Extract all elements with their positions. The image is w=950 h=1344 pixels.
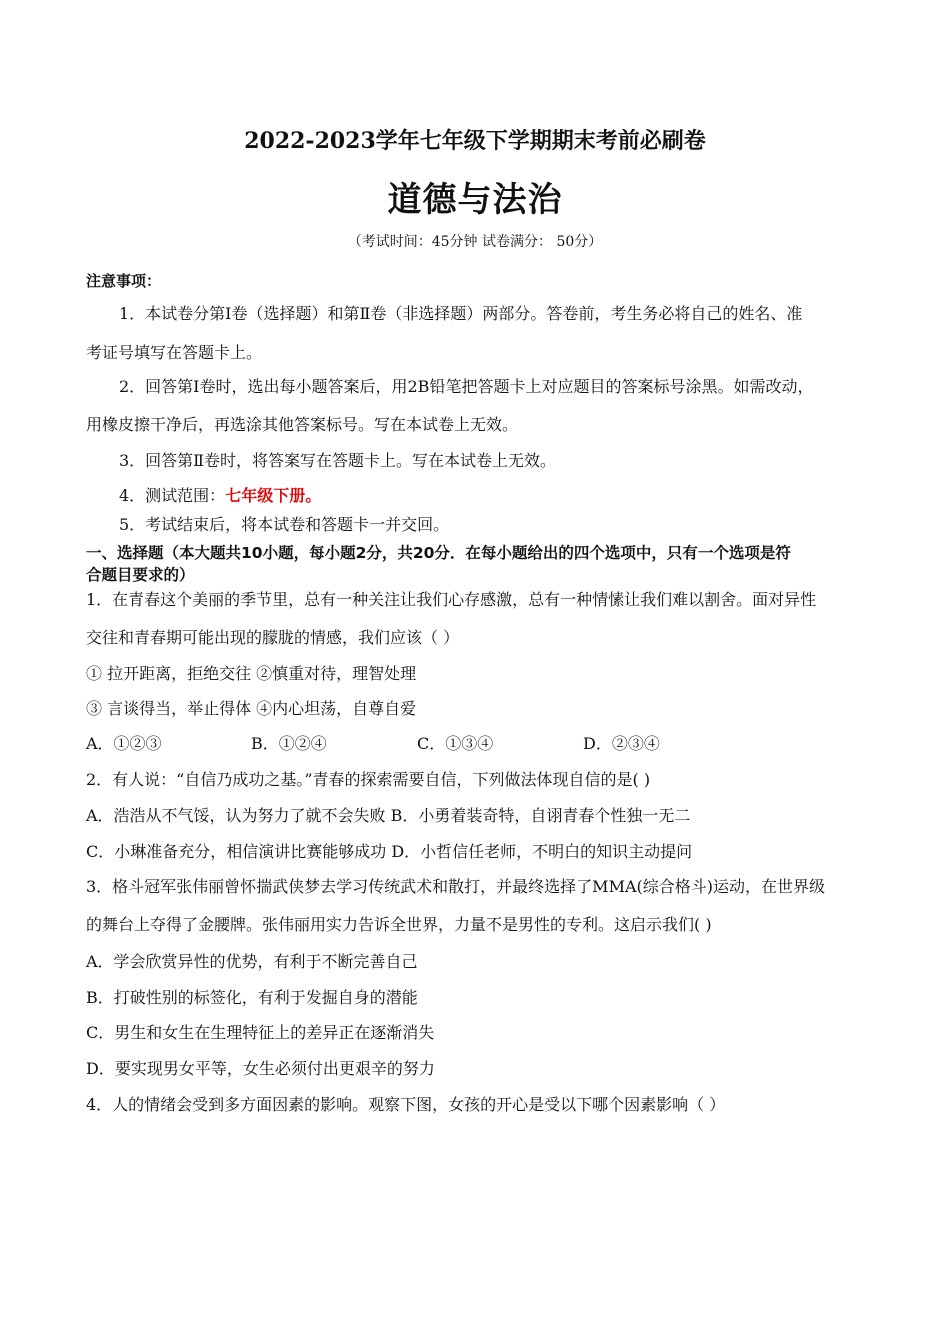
q1-item-line2: ③ 言谈得当，举止得体 ④内心坦荡，自尊自爱 [86, 699, 417, 718]
subject-title: 道德与法治 [387, 180, 563, 220]
q1-stem-line2: 交往和青春期可能出现的朦胧的情感，我们应该（ ） [86, 628, 460, 647]
q3-stem-line2: 的舞台上夺得了金腰牌。张伟丽用实力告诉全世界，力量不是男性的专利。这启示我们( ) [86, 915, 712, 934]
note-4-prefix: 4．测试范围： [119, 486, 226, 505]
test-range: 七年级下册。 [225, 486, 322, 505]
q3-option-c: C．男生和女生在生理特征上的差异正在逐渐消失 [86, 1023, 435, 1042]
note-1-line2: 考证号填写在答题卡上。 [86, 343, 263, 362]
q1-item-line1: ① 拉开距离，拒绝交往 ②慎重对待，理智处理 [86, 664, 417, 683]
q3-option-a: A．学会欣赏异性的优势，有利于不断完善自己 [86, 952, 418, 971]
note-1-line1: 1．本试卷分第Ⅰ卷（选择题）和第Ⅱ卷（非选择题）两部分。答卷前，考生务必将自己的姓名、准 [119, 304, 803, 323]
q3-stem-line1: 3．格斗冠军张伟丽曾怀揣武侠梦去学习传统武术和散打，并最终选择了MMA(综合格斗)运动，在世界级 [86, 877, 825, 896]
note-5: 5．考试结束后，将本试卷和答题卡一并交回。 [119, 515, 450, 534]
note-2-line2: 用橡皮擦干净后，再选涂其他答案标号。写在本试卷上无效。 [86, 415, 519, 434]
q3-option-b: B．打破性别的标签化，有利于发掘自身的潜能 [86, 988, 418, 1007]
exam-info: （考试时间：45分钟 试卷满分： 50分） [347, 234, 603, 250]
q1-option-d: D．②③④ [583, 734, 660, 753]
q1-option-c: C．①③④ [417, 734, 494, 753]
q1-option-b: B．①②④ [251, 734, 327, 753]
note-4 [119, 485, 321, 507]
q1-stem-line1: 1．在青春这个美丽的季节里，总有一种关注让我们心存感激，总有一种情愫让我们难以割舍。面对异性 [86, 590, 817, 609]
q2-stem: 2．有人说：“自信乃成功之基。”青春的探索需要自信，下列做法体现自信的是( ) [86, 770, 651, 789]
section1-heading-line1: 一、选择题（本大题共10小题，每小题2分，共20分．在每小题给出的四个选项中，只有一个选项是符 [86, 544, 791, 562]
q4-stem: 4．人的情绪会受到多方面因素的影响。观察下图，女孩的开心是受以下哪个因素影响（ ） [86, 1095, 726, 1114]
note-2-line1: 2．回答第Ⅰ卷时，选出每小题答案后，用2B铅笔把答题卡上对应题目的答案标号涂黑。如需改动， [119, 377, 814, 396]
note-3: 3．回答第Ⅱ卷时，将答案写在答题卡上。写在本试卷上无效。 [119, 451, 557, 470]
q2-options-cd: C．小琳准备充分，相信演讲比赛能够成功 D．小哲信任老师，不明白的知识主动提问 [86, 842, 693, 861]
q1-option-a: A．①②③ [86, 734, 162, 753]
section1-heading-line2: 合题目要求的） [86, 566, 195, 584]
q2-options-ab: A．浩浩从不气馁，认为努力了就不会失败 B．小勇着装奇特，自诩青春个性独一无二 [86, 806, 691, 825]
exam-title: 2022-2023学年七年级下学期期末考前必刷卷 [244, 128, 706, 154]
q3-option-d: D．要实现男女平等，女生必须付出更艰辛的努力 [86, 1059, 435, 1078]
notes-heading: 注意事项： [86, 272, 162, 290]
